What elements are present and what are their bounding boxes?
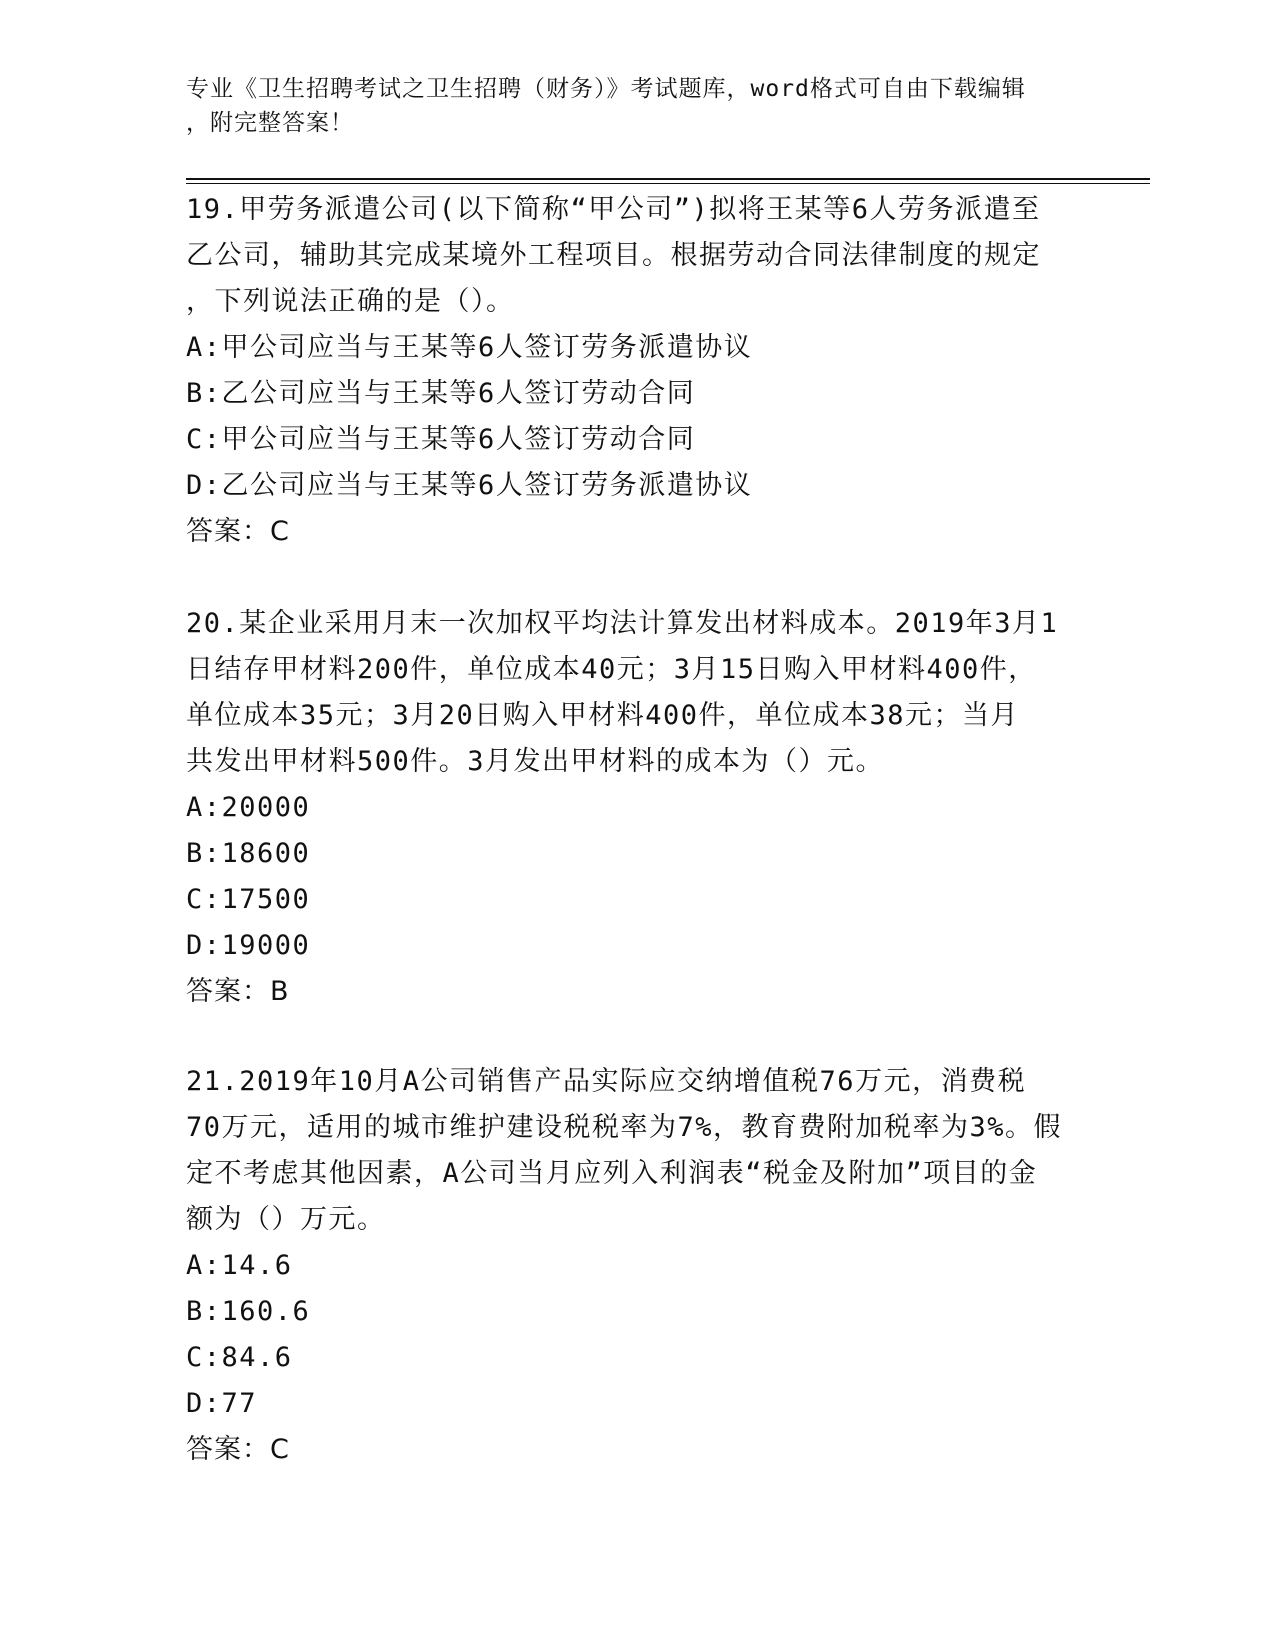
header-divider-thin <box>186 183 1150 184</box>
option-b: B:160.6 <box>186 1296 311 1327</box>
answer-line: 答案：C <box>186 1434 290 1465</box>
answer-line: 答案：C <box>186 516 290 547</box>
question-stem-line: 单位成本35元；3月20日购入甲材料400件，单位成本38元；当月 <box>186 700 1020 731</box>
question-stem-line: 70万元，适用的城市维护建设税税率为7%，教育费附加税率为3%。假 <box>186 1112 1063 1143</box>
header-line-2: ，附完整答案！ <box>186 110 354 136</box>
option-c: C:17500 <box>186 884 311 915</box>
header-divider <box>186 178 1150 180</box>
question-stem-line: 额为（）万元。 <box>186 1204 386 1235</box>
question-stem-line: 乙公司，辅助其完成某境外工程项目。根据劳动合同法律制度的规定 <box>186 240 1041 271</box>
question-stem-line: 19.甲劳务派遣公司(以下简称“甲公司”)拟将王某等6人劳务派遣至 <box>186 194 1041 225</box>
option-a: A:14.6 <box>186 1250 293 1281</box>
option-b: B:乙公司应当与王某等6人签订劳动合同 <box>186 378 696 409</box>
option-d: D:77 <box>186 1388 258 1419</box>
question-stem-line: 20.某企业采用月末一次加权平均法计算发出材料成本。2019年3月1 <box>186 608 1059 639</box>
header-line-1: 专业《卫生招聘考试之卫生招聘（财务）》考试题库，word格式可自由下载编辑 <box>186 76 1026 102</box>
answer-line: 答案：B <box>186 976 290 1007</box>
question-21 <box>186 1059 1086 1473</box>
option-a: A:甲公司应当与王某等6人签订劳务派遣协议 <box>186 332 753 363</box>
question-stem-line: 21.2019年10月A公司销售产品实际应交纳增值税76万元，消费税 <box>186 1066 1027 1097</box>
document-header <box>186 72 1086 140</box>
question-stem-line: 共发出甲材料500件。3月发出甲材料的成本为（）元。 <box>186 746 885 777</box>
option-d: D:乙公司应当与王某等6人签订劳务派遣协议 <box>186 470 753 501</box>
question-stem-line: ，下列说法正确的是（）。 <box>186 286 515 317</box>
question-stem-line: 日结存甲材料200件，单位成本40元；3月15日购入甲材料400件， <box>186 654 1037 685</box>
question-stem-line: 定不考虑其他因素，A公司当月应列入利润表“税金及附加”项目的金 <box>186 1158 1038 1189</box>
option-a: A:20000 <box>186 792 311 823</box>
question-20 <box>186 601 1086 1015</box>
question-19 <box>186 187 1086 555</box>
option-d: D:19000 <box>186 930 311 961</box>
option-b: B:18600 <box>186 838 311 869</box>
option-c: C:甲公司应当与王某等6人签订劳动合同 <box>186 424 696 455</box>
option-c: C:84.6 <box>186 1342 293 1373</box>
